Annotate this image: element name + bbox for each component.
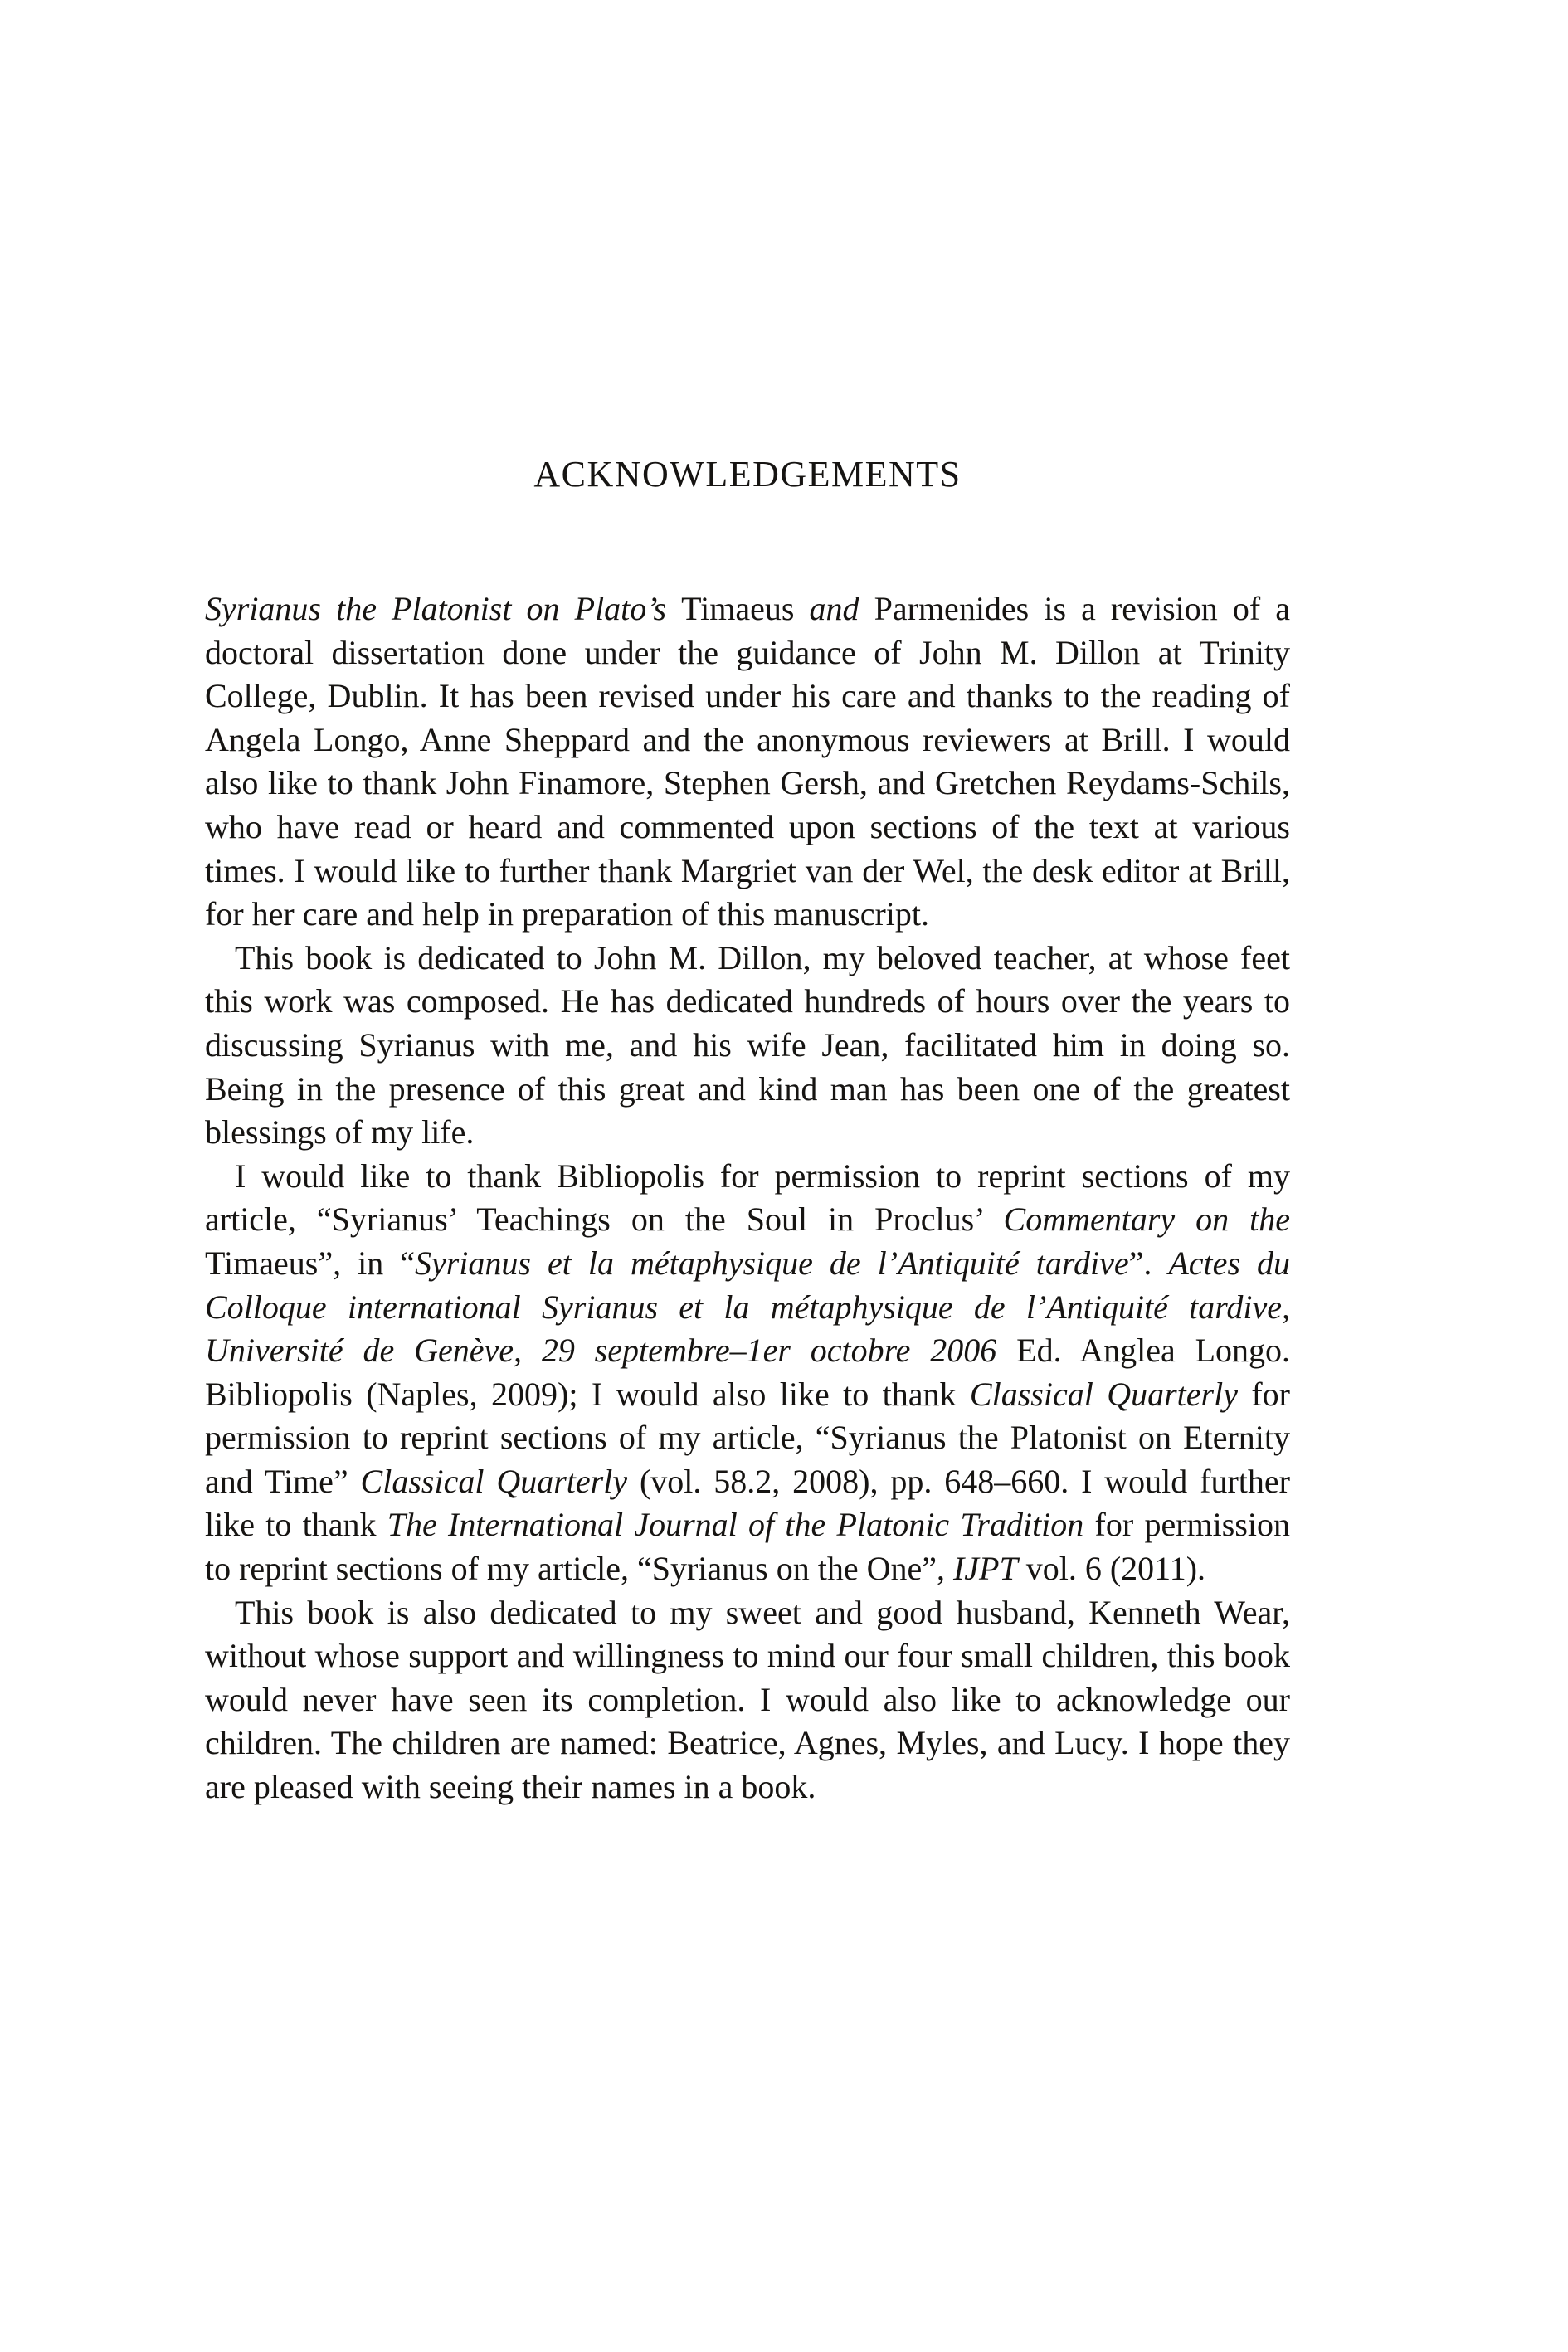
text-run: Timaeus”, in “ [205, 1244, 415, 1282]
text-run: Parmenides is a revision of a doctoral dissertation done under the guidance of John M. Dillon at Trinity College, Dublin. It has been revised under his care and thanks to the reading of Angela Longo, Anne Sheppard and the anonymous reviewers at Brill. I would also like to thank John Finamore, Stephen Gersh, and Gretchen Reydams-Schils, who have read or heard and commented upon sections of the text at various times. I would like to further thank Margriet van der Wel, the desk editor at Brill, for her care and help in preparation of this manuscript. [205, 590, 1291, 933]
text-run: ”. [1128, 1244, 1169, 1282]
paragraph [205, 587, 1290, 937]
text-run: Classical Quarterly [969, 1375, 1238, 1413]
acknowledgements-heading: ACKNOWLEDGEMENTS [533, 454, 962, 494]
text-run: Syrianus the Platonist on Plato’s [205, 590, 682, 627]
text-run: IJPT [952, 1550, 1018, 1588]
paragraph [205, 1155, 1290, 1591]
text-run: Ed. Anglea Longo. Bibliopolis (Naples, 2009); I would also like to thank [205, 1332, 1291, 1413]
text-run: Actes du Colloque international Syrianus et la métaphysique de l’Antiquité tardive, Université de Genève, 29 septembre–1er octobre 2006 [205, 1244, 1290, 1370]
text-run: Commentary on the [1003, 1200, 1291, 1239]
text-run: (vol. 58.2, 2008), pp. 648–660. I would further like to thank [205, 1462, 1290, 1544]
text-run: I would like to thank Bibliopolis for permission to reprint sections of my article, “Syrianus’ Teachings on the Soul in Proclus’ [205, 1157, 1290, 1239]
text-run: Syrianus et la métaphysique de l’Antiquité tardive [414, 1244, 1129, 1282]
text-run: Classical Quarterly [360, 1462, 628, 1500]
text-run: Timaeus [681, 590, 810, 627]
paragraph [205, 1591, 1290, 1809]
text-run: The International Journal of the Platonic Tradition [387, 1506, 1084, 1544]
text-run: This book is also dedicated to my sweet and good husband, Kenneth Wear, without whose support and willingness to mind our four small children, this book would never have seen its completion. I would also like to acknowledge our children. The children are named: Beatrice, Agnes, Myles, and Lucy. I hope they are pleased with seeing their names in a book. [205, 1593, 1290, 1806]
text-run: for permission to reprint sections of my article, “Syrianus on the One”, [205, 1506, 1291, 1588]
text-run: and [809, 590, 874, 627]
text-run: This book is dedicated to John M. Dillon, my beloved teacher, at whose feet this work was composed. He has dedicated hundreds of hours over the years to discussing Syrianus with me, and his wife Jean, facilitated him in doing so. Being in the presence of this great and kind man has been one of the greatest blessings of my life. [205, 938, 1290, 1152]
acknowledgements-body [205, 587, 1290, 1809]
text-run: for permission to reprint sections of my article, “Syrianus the Platonist on Eternity and Time” [205, 1375, 1291, 1500]
paragraph [205, 937, 1290, 1155]
text-run: vol. 6 (2011). [1017, 1550, 1206, 1588]
